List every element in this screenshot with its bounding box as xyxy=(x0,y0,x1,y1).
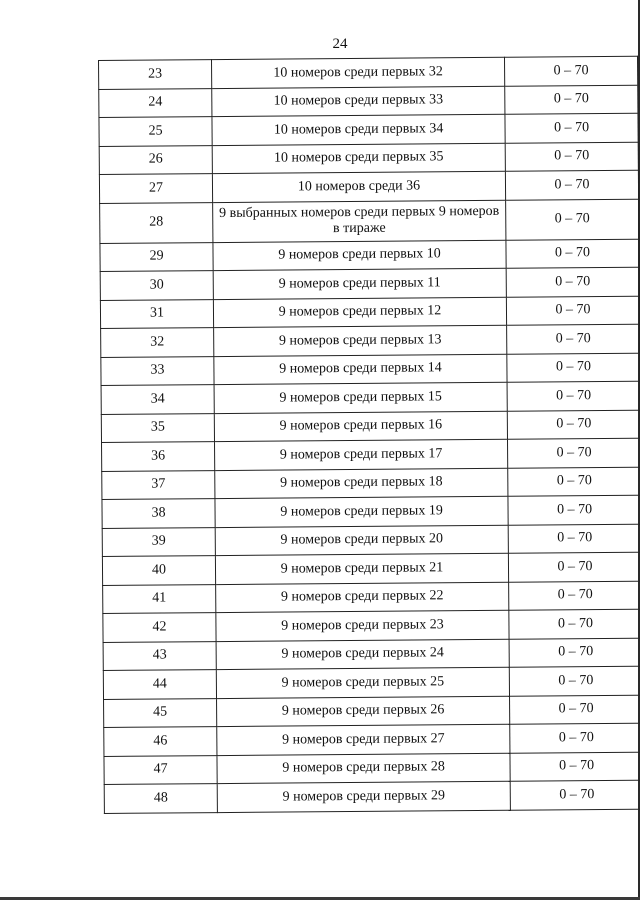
row-description-cell: 9 номеров среди первых 13 xyxy=(214,325,507,356)
table-row xyxy=(104,695,640,728)
row-description-cell: 10 номеров среди первых 33 xyxy=(212,86,505,117)
row-range-cell: 0 – 70 xyxy=(510,723,640,753)
row-range-cell: 0 – 70 xyxy=(508,495,640,525)
table-row xyxy=(102,552,640,585)
row-description-cell: 9 номеров среди первых 25 xyxy=(216,667,509,698)
table-row xyxy=(103,581,640,614)
row-number-cell: 39 xyxy=(102,527,215,556)
row-description-cell: 10 номеров среди первых 35 xyxy=(212,143,505,174)
row-description-cell: 10 номеров среди первых 32 xyxy=(212,57,505,88)
row-range-cell: 0 – 70 xyxy=(509,638,640,668)
row-number-cell: 40 xyxy=(102,556,215,585)
row-number-cell: 25 xyxy=(99,117,212,146)
row-number-cell: 45 xyxy=(104,698,217,727)
row-range-cell: 0 – 70 xyxy=(508,524,640,554)
table-row xyxy=(99,113,638,146)
row-description-cell: 9 номеров среди первых 27 xyxy=(217,724,510,755)
row-description-cell: 9 номеров среди первых 18 xyxy=(215,468,508,499)
row-range-cell: 0 – 70 xyxy=(508,552,640,582)
row-description-cell: 9 номеров среди первых 20 xyxy=(215,525,508,556)
row-description-cell: 9 номеров среди первых 15 xyxy=(214,382,507,413)
row-range-cell: 0 – 70 xyxy=(509,609,640,639)
row-number-cell: 43 xyxy=(103,641,216,670)
table-row xyxy=(102,524,640,557)
row-range-cell: 0 – 70 xyxy=(505,170,638,200)
row-number-cell: 27 xyxy=(99,174,212,203)
row-number-cell: 46 xyxy=(104,727,217,756)
table-body xyxy=(99,56,640,813)
row-range-cell: 0 – 70 xyxy=(510,695,640,725)
table-row xyxy=(102,467,640,500)
row-range-cell: 0 – 70 xyxy=(505,85,638,115)
row-number-cell: 36 xyxy=(102,442,215,471)
table-row xyxy=(104,780,640,813)
row-number-cell: 33 xyxy=(101,356,214,385)
row-description-cell: 9 номеров среди первых 24 xyxy=(216,639,509,670)
table-row xyxy=(99,56,638,89)
row-number-cell: 42 xyxy=(103,613,216,642)
table-row xyxy=(101,410,640,443)
table-row xyxy=(101,353,640,386)
row-number-cell: 37 xyxy=(102,470,215,499)
row-description-cell: 9 номеров среди первых 21 xyxy=(215,553,508,584)
row-number-cell: 41 xyxy=(103,584,216,613)
row-description-cell: 9 номеров среди первых 12 xyxy=(213,297,506,328)
row-description-cell: 9 выбранных номеров среди первых 9 номеров в тираже xyxy=(213,200,506,242)
page-number: 24 xyxy=(332,36,348,52)
row-number-cell: 32 xyxy=(101,328,214,357)
table-row xyxy=(99,170,638,203)
table-row xyxy=(99,85,638,118)
row-number-cell: 23 xyxy=(99,60,212,89)
table-row xyxy=(103,609,640,642)
row-number-cell: 29 xyxy=(100,242,213,271)
row-description-cell: 9 номеров среди первых 10 xyxy=(213,240,506,271)
row-range-cell: 0 – 70 xyxy=(506,267,639,297)
table-row xyxy=(102,438,640,471)
row-number-cell: 34 xyxy=(101,385,214,414)
row-number-cell: 31 xyxy=(100,299,213,328)
table-row xyxy=(104,752,640,785)
row-description-cell: 9 номеров среди первых 16 xyxy=(214,411,507,442)
row-range-cell: 0 – 70 xyxy=(507,324,640,354)
row-range-cell: 0 – 70 xyxy=(509,581,640,611)
prize-table xyxy=(98,56,640,814)
row-range-cell: 0 – 70 xyxy=(505,113,638,143)
row-description-cell: 9 номеров среди первых 23 xyxy=(216,610,509,641)
table-row xyxy=(100,239,639,272)
table-row xyxy=(102,495,640,528)
row-range-cell: 0 – 70 xyxy=(510,752,640,782)
row-range-cell: 0 – 70 xyxy=(506,239,639,269)
table-row xyxy=(101,381,640,414)
row-range-cell: 0 – 70 xyxy=(510,780,640,810)
row-range-cell: 0 – 70 xyxy=(508,467,640,497)
row-range-cell: 0 – 70 xyxy=(506,199,639,240)
row-number-cell: 38 xyxy=(102,499,215,528)
row-description-cell: 9 номеров среди первых 11 xyxy=(213,268,506,299)
row-number-cell: 28 xyxy=(100,202,213,243)
table-row xyxy=(100,199,639,243)
row-description-cell: 9 номеров среди первых 19 xyxy=(215,496,508,527)
row-range-cell: 0 – 70 xyxy=(507,353,640,383)
row-description-cell: 9 номеров среди первых 28 xyxy=(217,753,510,784)
table-row xyxy=(104,723,640,756)
row-description-cell: 9 номеров среди первых 29 xyxy=(217,781,510,812)
prize-table-wrapper xyxy=(98,56,616,813)
row-number-cell: 26 xyxy=(99,145,212,174)
table-row xyxy=(101,324,640,357)
row-description-cell: 9 номеров среди первых 26 xyxy=(217,696,510,727)
row-number-cell: 35 xyxy=(101,413,214,442)
row-number-cell: 47 xyxy=(104,755,217,784)
row-description-cell: 10 номеров среди первых 34 xyxy=(212,114,505,145)
row-range-cell: 0 – 70 xyxy=(504,56,637,86)
table-row xyxy=(103,638,640,671)
row-range-cell: 0 – 70 xyxy=(505,142,638,172)
row-number-cell: 24 xyxy=(99,88,212,117)
row-range-cell: 0 – 70 xyxy=(507,438,640,468)
table-row xyxy=(100,296,639,329)
row-number-cell: 44 xyxy=(103,670,216,699)
table-row xyxy=(100,267,639,300)
row-range-cell: 0 – 70 xyxy=(507,410,640,440)
row-range-cell: 0 – 70 xyxy=(509,666,640,696)
row-range-cell: 0 – 70 xyxy=(506,296,639,326)
row-range-cell: 0 – 70 xyxy=(507,381,640,411)
row-description-cell: 9 номеров среди первых 22 xyxy=(216,582,509,613)
row-description-cell: 9 номеров среди первых 14 xyxy=(214,354,507,385)
row-number-cell: 48 xyxy=(104,784,217,813)
table-row xyxy=(99,142,638,175)
row-description-cell: 9 номеров среди первых 17 xyxy=(215,439,508,470)
row-description-cell: 10 номеров среди 36 xyxy=(212,171,505,202)
table-row xyxy=(103,666,640,699)
row-number-cell: 30 xyxy=(100,271,213,300)
